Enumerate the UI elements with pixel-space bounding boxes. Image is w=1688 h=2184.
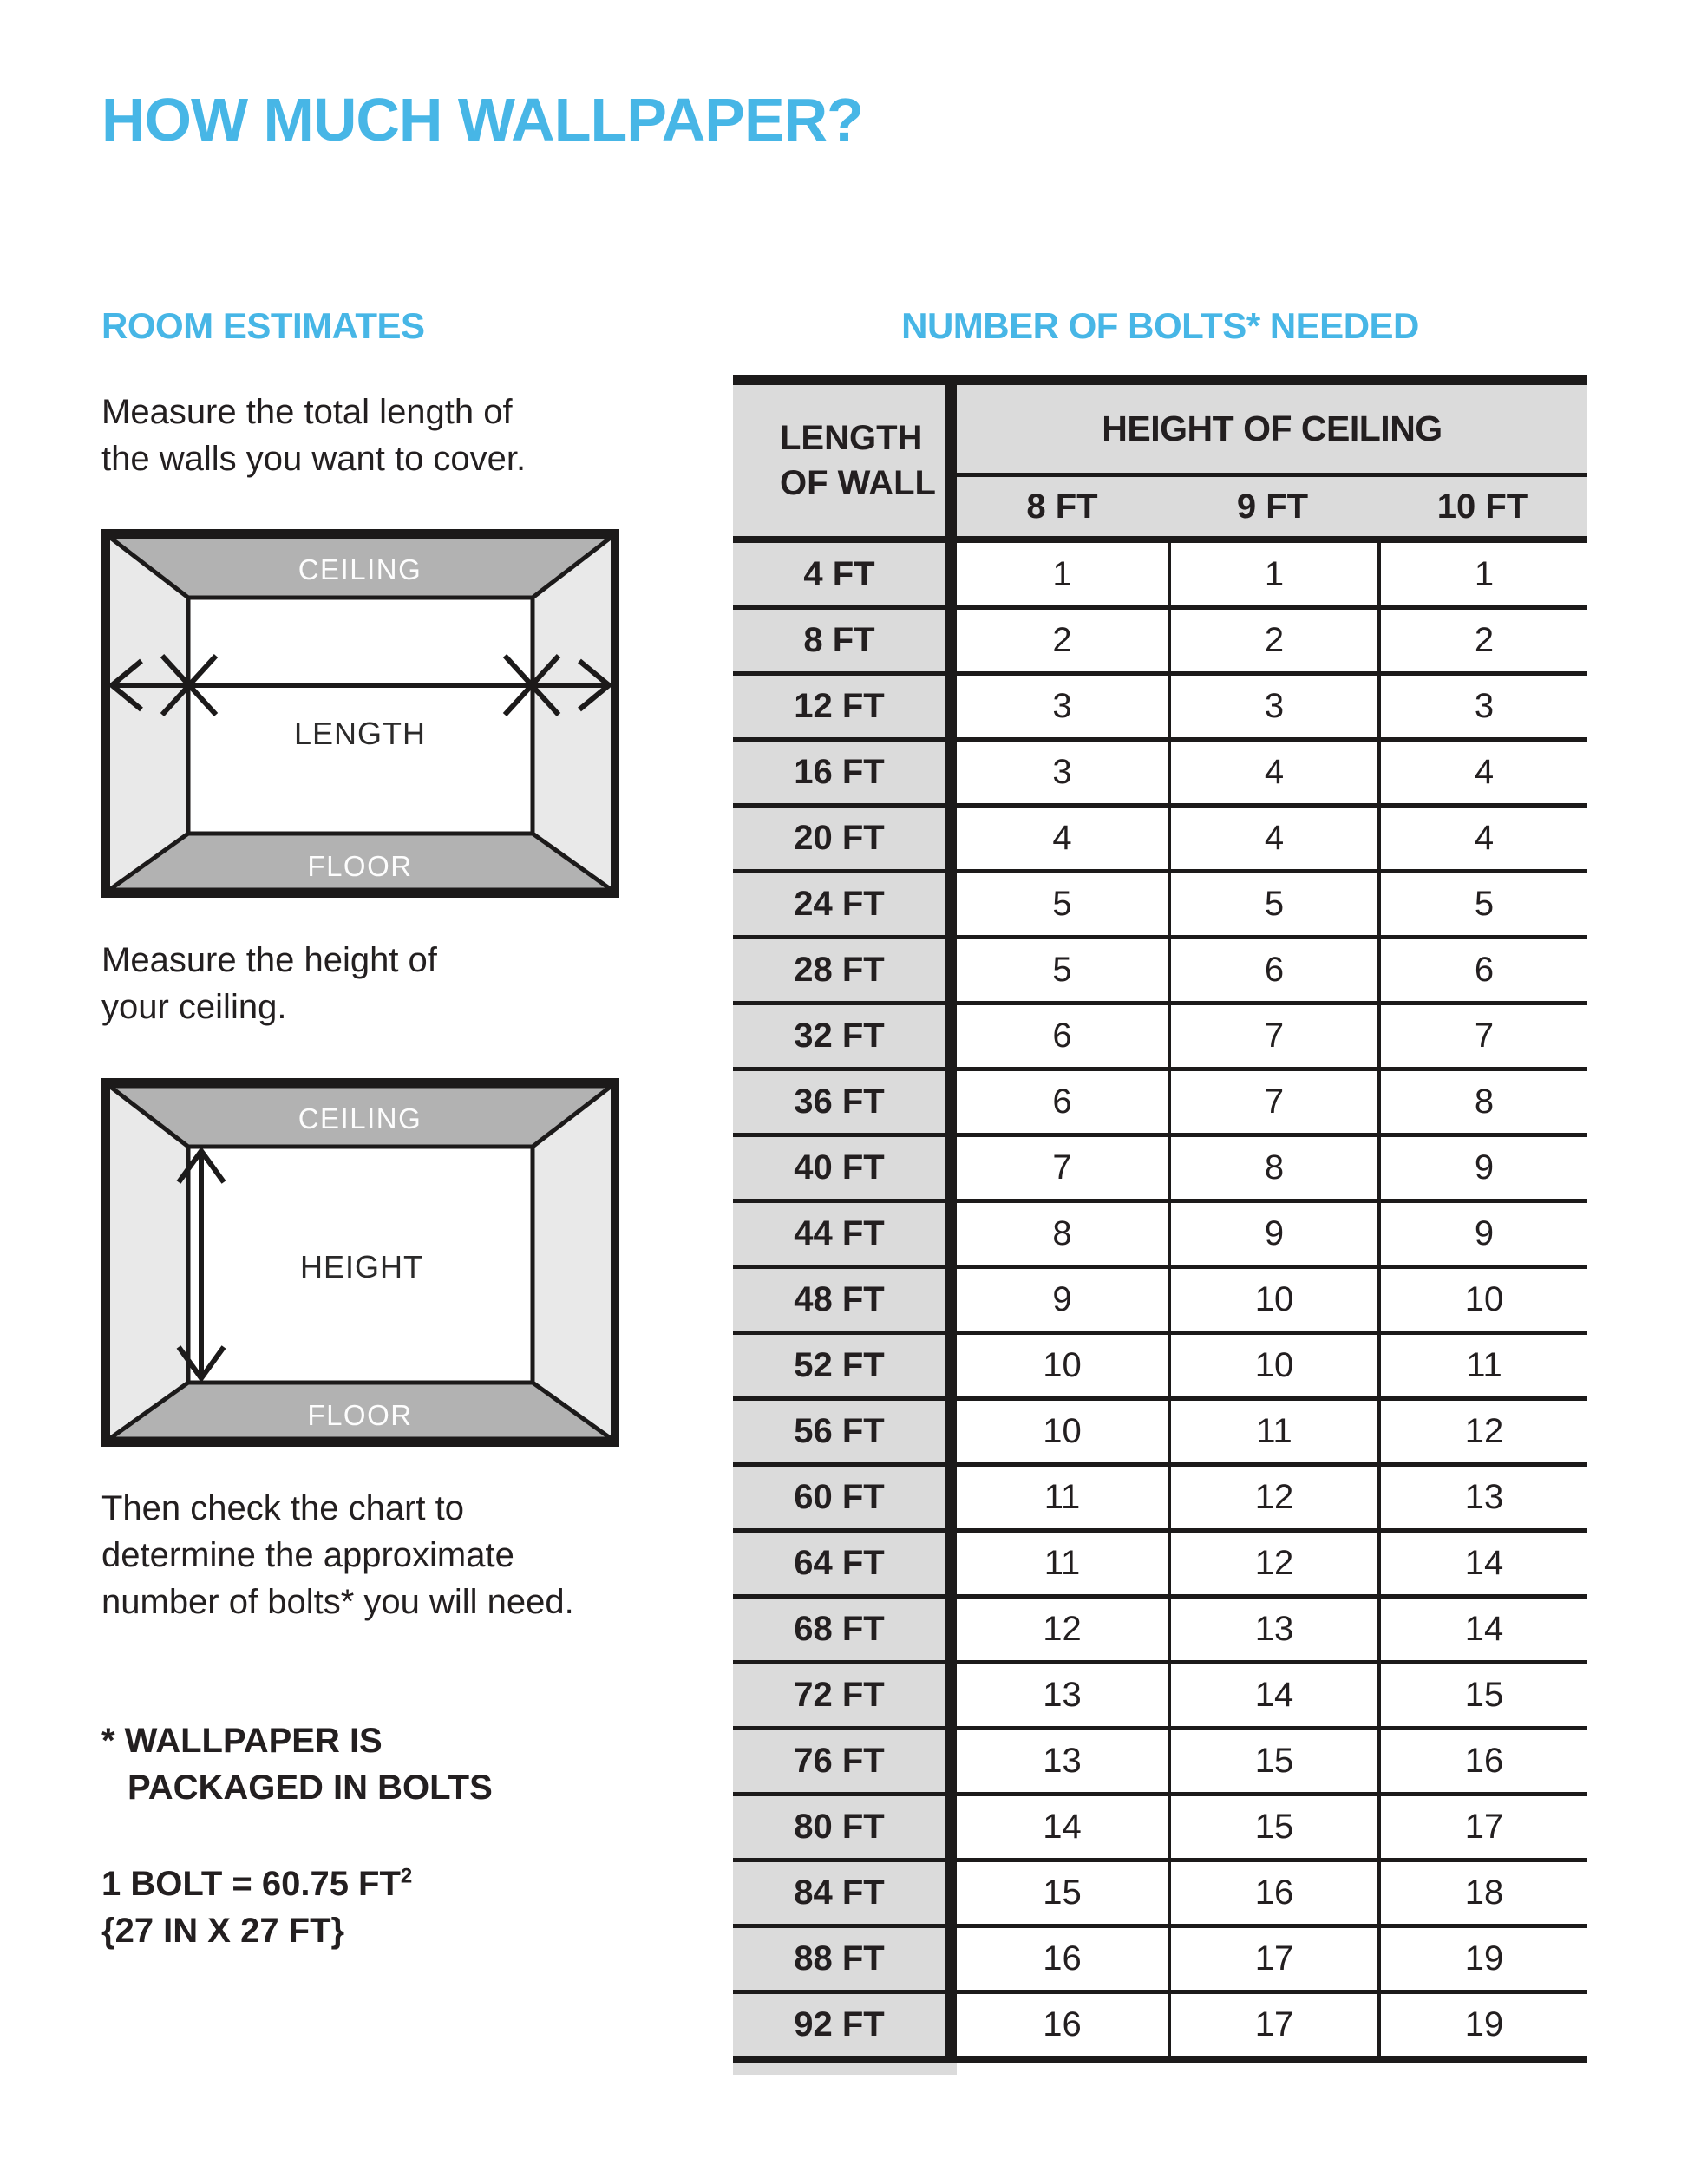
bolt-count-cell: 13 [957, 1730, 1168, 1792]
wall-length-cell: 8 FT [733, 610, 957, 671]
bolt-count-cell: 6 [1377, 939, 1587, 1001]
height-of-ceiling-header: HEIGHT OF CEILING [957, 385, 1587, 477]
table-row [733, 1133, 1587, 1199]
table-row [733, 1660, 1587, 1726]
bolts-table-body [733, 543, 1587, 2056]
footnote-line: PACKAGED IN BOLTS [128, 1769, 493, 1807]
bolt-count-cell: 9 [1377, 1137, 1587, 1199]
bolt-count-cell: 19 [1377, 1928, 1587, 1990]
column-header-10ft: 10 FT [1436, 487, 1528, 526]
bolt-count-cell: 6 [1168, 939, 1377, 1001]
table-row [733, 1528, 1587, 1594]
bolt-count-cell: 11 [957, 1533, 1168, 1594]
room-estimates-heading: ROOM ESTIMATES [101, 305, 425, 346]
bolt-count-cell: 1 [957, 543, 1168, 605]
bolt-count-cell: 16 [1377, 1730, 1587, 1792]
bolt-count-cell: 9 [1377, 1203, 1587, 1265]
bolt-count-cell: 16 [1168, 1862, 1377, 1924]
table-row [733, 1396, 1587, 1462]
wall-length-cell: 76 FT [733, 1730, 957, 1792]
bolt-size-line: 1 BOLT = 60.75 $FT^2$ [101, 1864, 413, 1903]
wall-length-cell: 12 FT [733, 676, 957, 737]
bolt-count-cell: 15 [1168, 1730, 1377, 1792]
bolt-count-cell: 3 [1168, 676, 1377, 737]
height-label: HEIGHT [299, 1249, 424, 1285]
table-footer-stub [733, 2063, 957, 2075]
bolt-count-cell: 17 [1168, 1928, 1377, 1990]
wall-length-cell: 24 FT [733, 873, 957, 935]
instruction-step-1 [101, 389, 526, 482]
wall-length-cell: 44 FT [733, 1203, 957, 1265]
bolt-size-note [101, 1860, 412, 1954]
table-row [733, 1265, 1587, 1331]
bolt-count-cell: 10 [957, 1401, 1168, 1462]
table-header [733, 385, 1587, 543]
instruction-line: number of bolts* you will need. [101, 1583, 574, 1621]
room-perspective-drawing [101, 529, 619, 898]
bolt-count-cell: 12 [1168, 1467, 1377, 1528]
room-perspective-drawing [101, 1078, 619, 1447]
ceiling-label: CEILING [298, 553, 422, 585]
bolt-count-cell: 7 [1168, 1071, 1377, 1133]
bolt-count-cell: 14 [1168, 1664, 1377, 1726]
instruction-step-2 [101, 937, 437, 1030]
bolt-count-cell: 11 [957, 1467, 1168, 1528]
wall-length-cell: 48 FT [733, 1269, 957, 1331]
wall-length-cell: 56 FT [733, 1401, 957, 1462]
instruction-step-3 [101, 1485, 574, 1625]
wall-length-cell: 16 FT [733, 742, 957, 803]
bolt-count-cell: 8 [957, 1203, 1168, 1265]
wall-length-cell: 36 FT [733, 1071, 957, 1133]
bolt-count-cell: 16 [957, 1928, 1168, 1990]
bolt-count-cell: 16 [957, 1994, 1168, 2056]
wall-length-cell: 92 FT [733, 1994, 957, 2056]
bolt-count-cell: 17 [1377, 1796, 1587, 1858]
table-bottom-bar [733, 2056, 1587, 2063]
ceiling-height-header-group [957, 385, 1587, 536]
bolt-count-cell: 14 [1377, 1533, 1587, 1594]
instruction-line: the walls you want to cover. [101, 440, 527, 478]
bolt-count-cell: 3 [957, 742, 1168, 803]
wall-length-cell: 32 FT [733, 1005, 957, 1067]
wall-length-cell: 72 FT [733, 1664, 957, 1726]
ceiling-height-subheader-row [957, 477, 1587, 536]
bolt-count-cell: 10 [1168, 1269, 1377, 1331]
table-row [733, 1990, 1587, 2056]
bolt-count-cell: 2 [1168, 610, 1377, 671]
instruction-line: determine the approximate [101, 1536, 514, 1574]
table-top-bar [733, 375, 1587, 385]
bolts-footnote [101, 1717, 493, 1811]
wall-length-cell: 20 FT [733, 808, 957, 869]
room-diagram-length [101, 529, 619, 898]
bolt-count-cell: 2 [957, 610, 1168, 671]
wall-length-cell: 40 FT [733, 1137, 957, 1199]
wall-length-cell: 64 FT [733, 1533, 957, 1594]
bolts-needed-heading: NUMBER OF BOLTS* NEEDED [901, 305, 1419, 346]
bolt-count-cell: 14 [1377, 1599, 1587, 1660]
column-header-8ft: 8 FT [1026, 487, 1098, 526]
superscript-2: 2 [400, 1864, 413, 1888]
bolt-count-cell: 14 [957, 1796, 1168, 1858]
bolt-count-cell: 4 [1377, 742, 1587, 803]
bolt-count-cell: 13 [957, 1664, 1168, 1726]
footnote-line: * WALLPAPER IS [101, 1722, 383, 1760]
bolt-count-cell: 1 [1377, 543, 1587, 605]
bolt-count-cell: 18 [1377, 1862, 1587, 1924]
bolt-count-cell: 11 [1377, 1335, 1587, 1396]
bolt-count-cell: 15 [1168, 1796, 1377, 1858]
table-row [733, 1331, 1587, 1396]
bolt-count-cell: 13 [1377, 1467, 1587, 1528]
bolts-table [733, 375, 1587, 2075]
length-label: LENGTH [293, 716, 427, 751]
wall-length-cell: 4 FT [733, 543, 957, 605]
table-row [733, 1858, 1587, 1924]
wall-length-cell: 52 FT [733, 1335, 957, 1396]
bolt-count-cell: 15 [957, 1862, 1168, 1924]
wall-length-cell: 88 FT [733, 1928, 957, 1990]
instruction-line: your ceiling. [101, 988, 287, 1026]
instruction-line: Measure the total length of [101, 393, 513, 431]
bolt-count-cell: 3 [957, 676, 1168, 737]
bolt-count-cell: 4 [1377, 808, 1587, 869]
bolt-count-cell: 10 [1168, 1335, 1377, 1396]
wall-length-cell: 60 FT [733, 1467, 957, 1528]
bolt-count-cell: 8 [1168, 1137, 1377, 1199]
bolt-count-cell: 7 [957, 1137, 1168, 1199]
bolt-count-cell: 9 [1168, 1203, 1377, 1265]
bolt-count-cell: 5 [957, 873, 1168, 935]
table-row [733, 1462, 1587, 1528]
wall-length-cell: 68 FT [733, 1599, 957, 1660]
table-row [733, 869, 1587, 935]
floor-label: FLOOR [307, 850, 413, 882]
bolt-count-cell: 5 [957, 939, 1168, 1001]
bolt-count-cell: 15 [1377, 1664, 1587, 1726]
wall-length-cell: 84 FT [733, 1862, 957, 1924]
wall-length-cell: 80 FT [733, 1796, 957, 1858]
bolt-count-cell: 9 [957, 1269, 1168, 1331]
bolt-count-cell: 4 [957, 808, 1168, 869]
bolt-size-line: {27 IN X 27 FT} [101, 1912, 345, 1950]
table-row [733, 1924, 1587, 1990]
bolt-count-cell: 10 [957, 1335, 1168, 1396]
room-diagram-height [101, 1078, 619, 1447]
bolt-count-cell: 6 [957, 1071, 1168, 1133]
bolt-count-cell: 12 [957, 1599, 1168, 1660]
bolt-count-cell: 12 [1168, 1533, 1377, 1594]
bolt-count-cell: 7 [1377, 1005, 1587, 1067]
table-row [733, 1792, 1587, 1858]
bolt-count-cell: 12 [1377, 1401, 1587, 1462]
bolt-count-cell: 5 [1168, 873, 1377, 935]
bolt-count-cell: 13 [1168, 1599, 1377, 1660]
table-row [733, 737, 1587, 803]
wall-length-cell: 28 FT [733, 939, 957, 1001]
table-row [733, 543, 1587, 605]
table-row [733, 935, 1587, 1001]
table-row [733, 1001, 1587, 1067]
column-header-9ft: 9 FT [1236, 487, 1309, 526]
bolt-count-cell: 11 [1168, 1401, 1377, 1462]
length-of-wall-header: LENGTH OF WALL [733, 385, 957, 536]
bolt-count-cell: 4 [1168, 742, 1377, 803]
ceiling-label: CEILING [298, 1102, 422, 1135]
bolt-count-cell: 8 [1377, 1071, 1587, 1133]
bolt-count-cell: 3 [1377, 676, 1587, 737]
bolt-count-cell: 19 [1377, 1994, 1587, 2056]
page-title: HOW MUCH WALLPAPER? [101, 86, 863, 154]
bolt-count-cell: 6 [957, 1005, 1168, 1067]
table-row [733, 803, 1587, 869]
table-row [733, 671, 1587, 737]
table-row [733, 605, 1587, 671]
bolt-count-cell: 1 [1168, 543, 1377, 605]
table-row [733, 1067, 1587, 1133]
bolt-count-cell: 4 [1168, 808, 1377, 869]
bolt-count-cell: 17 [1168, 1994, 1377, 2056]
bolt-count-cell: 10 [1377, 1269, 1587, 1331]
bolt-count-cell: 2 [1377, 610, 1587, 671]
instruction-line: Then check the chart to [101, 1489, 465, 1527]
bolt-count-cell: 5 [1377, 873, 1587, 935]
instruction-line: Measure the height of [101, 941, 437, 979]
floor-label: FLOOR [307, 1399, 413, 1431]
table-row [733, 1199, 1587, 1265]
table-row [733, 1594, 1587, 1660]
bolt-count-cell: 7 [1168, 1005, 1377, 1067]
table-row [733, 1726, 1587, 1792]
